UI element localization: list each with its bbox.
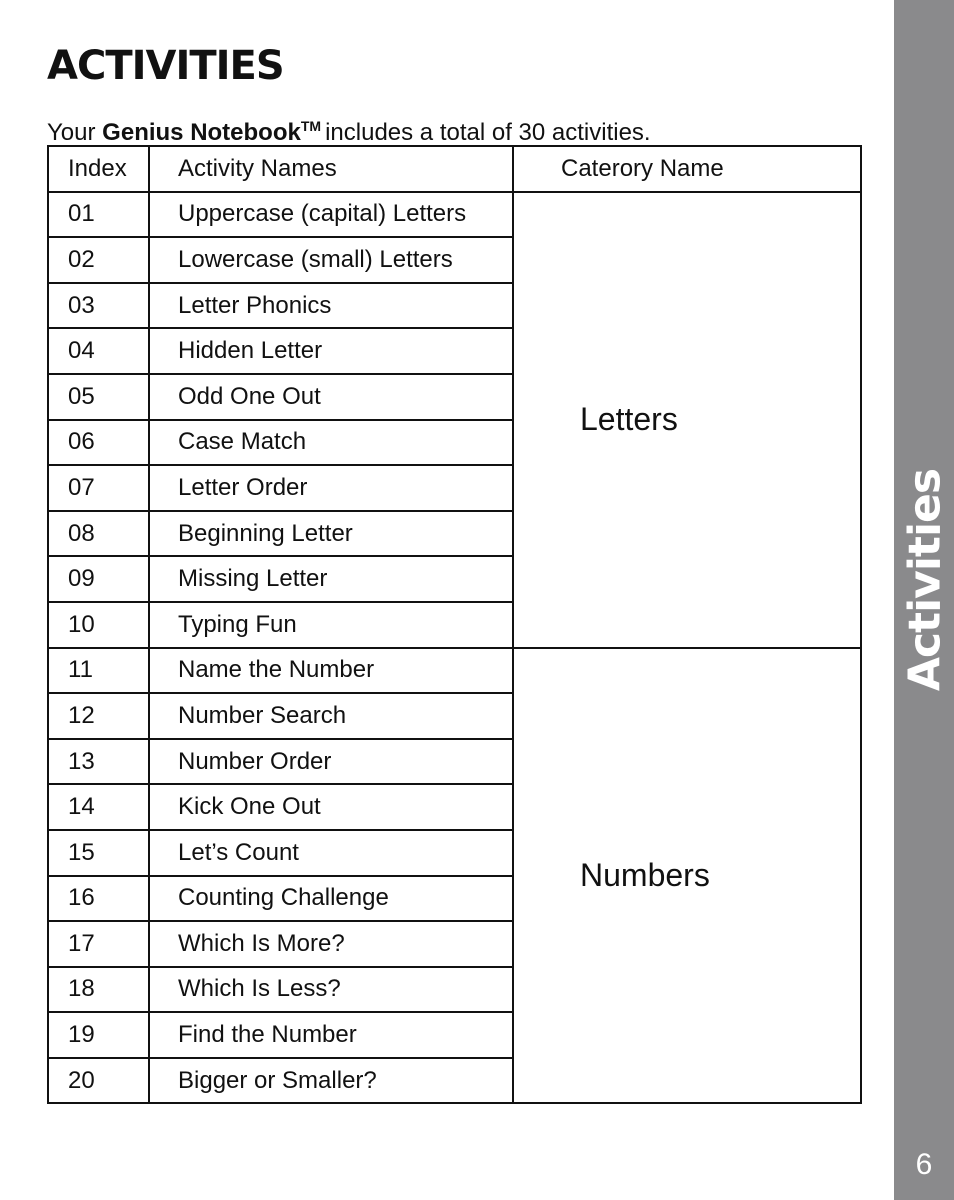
product-name: Genius Notebook [102, 119, 301, 146]
table-header-row [48, 146, 861, 192]
activity-name: Bigger or Smaller? [149, 1058, 513, 1104]
category-name: Letters [513, 192, 861, 648]
activity-name: Uppercase (capital) Letters [149, 192, 513, 238]
activity-index: 13 [48, 739, 149, 785]
activity-name: Find the Number [149, 1012, 513, 1058]
activity-index: 03 [48, 283, 149, 329]
activity-name: Typing Fun [149, 602, 513, 648]
sidebar-label: Activities [899, 468, 951, 692]
activity-index: 12 [48, 693, 149, 739]
table-row [48, 648, 861, 694]
intro-prefix: Your [47, 119, 103, 146]
page-title: ACTIVITIES [47, 43, 284, 89]
activity-name: Counting Challenge [149, 876, 513, 922]
header-activity-names: Activity Names [149, 146, 513, 192]
activity-index: 09 [48, 556, 149, 602]
page-number: 6 [915, 1148, 933, 1181]
activity-index: 19 [48, 1012, 149, 1058]
activity-name: Case Match [149, 420, 513, 466]
category-name: Numbers [513, 648, 861, 1104]
table-body [48, 192, 861, 1104]
trademark-mark: TM [300, 118, 322, 134]
activity-name: Kick One Out [149, 784, 513, 830]
activity-index: 07 [48, 465, 149, 511]
activity-index: 04 [48, 328, 149, 374]
activity-name: Beginning Letter [149, 511, 513, 557]
activities-table [47, 145, 862, 1104]
header-index: Index [48, 146, 149, 192]
activity-index: 10 [48, 602, 149, 648]
activity-name: Letter Order [149, 465, 513, 511]
activity-index: 06 [48, 420, 149, 466]
activity-name: Number Search [149, 693, 513, 739]
header-category-name: Caterory Name [513, 146, 861, 192]
activity-index: 20 [48, 1058, 149, 1104]
activity-name: Letter Phonics [149, 283, 513, 329]
activity-name: Which Is More? [149, 921, 513, 967]
activity-index: 11 [48, 648, 149, 694]
activity-index: 02 [48, 237, 149, 283]
activity-index: 01 [48, 192, 149, 238]
activity-index: 14 [48, 784, 149, 830]
activity-name: Let’s Count [149, 830, 513, 876]
activity-name: Hidden Letter [149, 328, 513, 374]
activity-name: Number Order [149, 739, 513, 785]
activity-index: 16 [48, 876, 149, 922]
activity-name: Which Is Less? [149, 967, 513, 1013]
activity-index: 17 [48, 921, 149, 967]
activity-index: 18 [48, 967, 149, 1013]
intro-text [47, 112, 651, 147]
activity-name: Lowercase (small) Letters [149, 237, 513, 283]
intro-suffix: includes a total of 30 activities. [325, 119, 651, 146]
activity-index: 08 [48, 511, 149, 557]
activity-name: Odd One Out [149, 374, 513, 420]
activity-name: Name the Number [149, 648, 513, 694]
activity-name: Missing Letter [149, 556, 513, 602]
activity-index: 05 [48, 374, 149, 420]
activity-index: 15 [48, 830, 149, 876]
table-row [48, 192, 861, 238]
